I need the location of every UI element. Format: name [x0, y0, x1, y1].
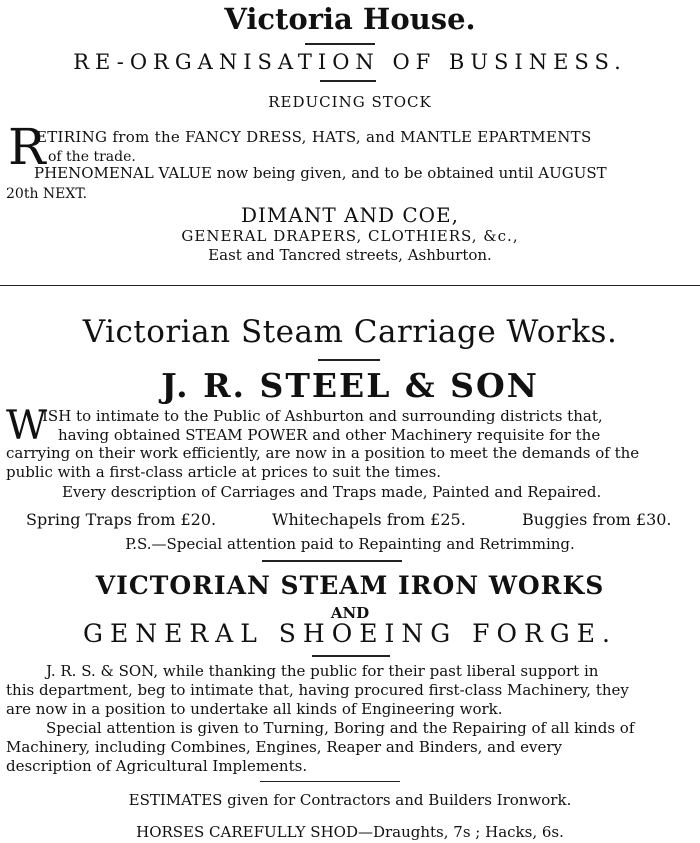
- ad3-title: VICTORIAN STEAM IRON WORKS: [95, 571, 605, 600]
- ad2-body-line1: ISH to intimate to the Public of Ashburton and surrounding districts that,: [42, 407, 603, 425]
- ad1-firm: DIMANT AND COE,: [240, 203, 460, 227]
- ad2-title: Victorian Steam Carriage Works.: [82, 314, 618, 350]
- ad2-price-spring-traps: Spring Traps from £20.: [26, 510, 217, 529]
- ad3-inner-rule: [260, 781, 400, 782]
- ad3-subtitle-rule: [312, 655, 390, 657]
- ad2-body-line4: public with a first-class article at prices to suit the times.: [6, 463, 442, 481]
- ad3-para2-line2: Machinery, including Combines, Engines, Reaper and Binders, and every: [6, 738, 563, 756]
- ad-divider-2: [262, 560, 402, 562]
- ad1-dropcap: R: [8, 118, 46, 176]
- ad2-dropcap: W: [6, 403, 48, 449]
- ad-divider-1: [0, 285, 700, 286]
- ad1-tagline: REDUCING STOCK: [268, 93, 432, 111]
- ad3-para1-line1: J. R. S. & SON, while thanking the public for their past liberal support in: [46, 662, 599, 680]
- ad3-and: AND: [330, 604, 370, 622]
- ad1-address: East and Tancred streets, Ashburton.: [208, 246, 492, 264]
- ad2-firm: J. R. STEEL & SON: [161, 366, 539, 405]
- ad2-body-line3: carrying on their work efficiently, are now in a position to meet the demands of the: [6, 444, 640, 462]
- ad3-horses: HORSES CAREFULLY SHOD—Draughts, 7s ; Hacks, 6s.: [136, 823, 564, 841]
- ad2-ps: P.S.—Special attention paid to Repainting and Retrimming.: [125, 535, 575, 553]
- ad3-estimates: ESTIMATES given for Contractors and Builders Ironwork.: [128, 791, 572, 809]
- ad1-body-line3: PHENOMENAL VALUE now being given, and to be obtained until AUGUST: [34, 164, 607, 182]
- ad1-body-line2: of the trade.: [48, 149, 136, 165]
- ad1-body-line1: ETIRING from the FANCY DRESS, HATS, and MANTLE EPARTMENTS: [36, 128, 592, 146]
- ad3-para1-line2: this department, beg to intimate that, having procured first-class Machinery, they: [6, 681, 629, 699]
- ad1-subtitle: RE-ORGANISATION OF BUSINESS.: [73, 50, 627, 74]
- ad2-body-line2: having obtained STEAM POWER and other Machinery requisite for the: [58, 426, 601, 444]
- ad2-title-rule: [318, 359, 380, 361]
- ad1-body-line4: 20th NEXT.: [6, 186, 88, 202]
- ad2-body-line5: Every description of Carriages and Traps made, Painted and Repaired.: [62, 483, 602, 501]
- ad1-subtitle-rule: [320, 80, 376, 82]
- ad3-para1-line3: are now in a position to undertake all kinds of Engineering work.: [6, 700, 503, 718]
- ad1-title: Victoria House.: [224, 2, 476, 36]
- ad3-subtitle: GENERAL SHOEING FORGE.: [83, 619, 617, 648]
- ad1-trade: GENERAL DRAPERS, CLOTHIERS, &c.,: [181, 227, 519, 245]
- ad3-para2-line1: Special attention is given to Turning, Boring and the Repairing of all kinds of: [46, 719, 635, 737]
- ad1-title-rule: [305, 43, 375, 45]
- ad3-para2-line3: description of Agricultural Implements.: [6, 757, 308, 775]
- ad2-price-whitechapels: Whitechapels from £25.: [272, 510, 466, 529]
- ad2-price-buggies: Buggies from £30.: [522, 510, 672, 529]
